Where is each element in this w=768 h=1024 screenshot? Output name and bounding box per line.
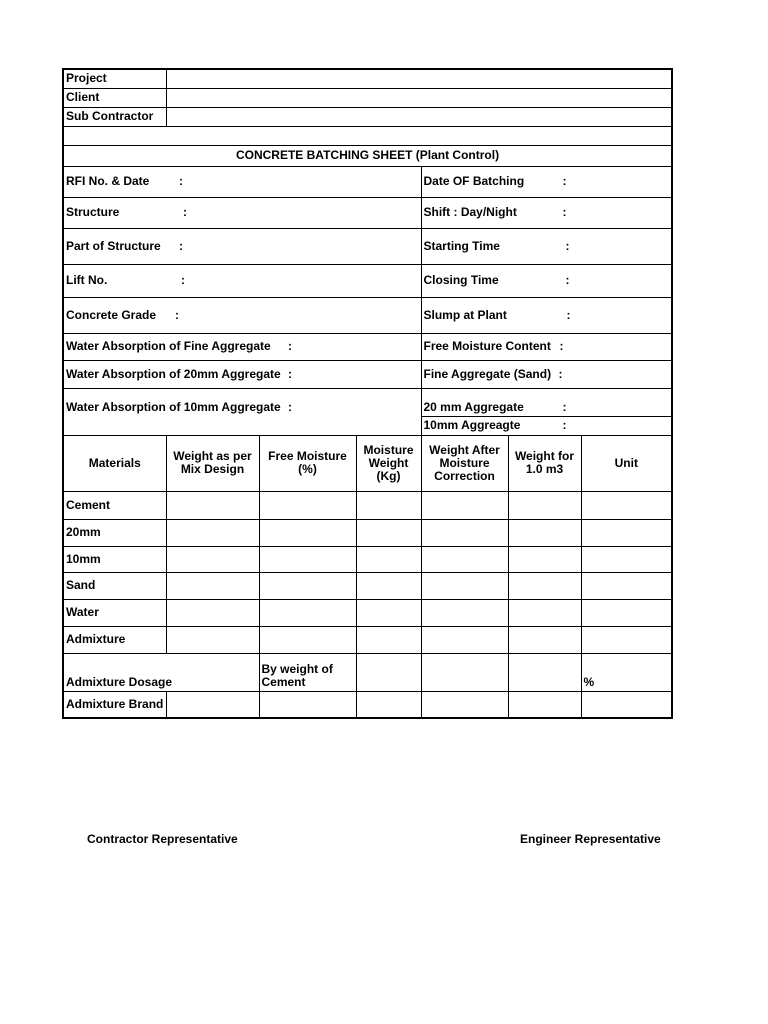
info-right-cell[interactable] — [421, 333, 672, 360]
material-name: Water — [63, 599, 166, 626]
table-cell[interactable] — [259, 691, 356, 718]
table-cell[interactable] — [166, 599, 259, 626]
material-name: Sand — [63, 572, 166, 599]
dosage-row — [63, 653, 672, 691]
table-cell[interactable] — [421, 546, 508, 572]
rfi-label: RFI No. & Date — [66, 174, 150, 188]
info-left-cell[interactable] — [63, 388, 421, 416]
admixture-dosage-label: Admixture Dosage — [63, 653, 166, 691]
colon: : — [288, 366, 292, 381]
col-header-moisture-weight: Moisture Weight (Kg) — [356, 435, 421, 491]
colon: : — [566, 307, 571, 322]
info-right-cell[interactable] — [421, 264, 672, 297]
slump-at-plant-label: Slump at Plant — [423, 307, 507, 322]
20mm-aggregate-label: 20 mm Aggregate — [423, 399, 524, 414]
project-value-cell[interactable] — [166, 69, 672, 88]
info-left-cell[interactable] — [63, 166, 421, 197]
info-row — [63, 416, 672, 435]
starting-time-label: Starting Time — [423, 238, 500, 253]
table-row — [63, 572, 672, 599]
info-right-cell[interactable] — [421, 197, 672, 228]
info-row — [63, 388, 672, 416]
info-row — [63, 360, 672, 388]
colon: : — [183, 205, 187, 219]
table-cell[interactable] — [581, 546, 672, 572]
fine-aggregate-sand-label: Fine Aggregate (Sand) — [423, 366, 552, 381]
part-of-structure-label: Part of Structure — [66, 238, 161, 253]
shift-label: Shift : Day/Night — [423, 205, 517, 219]
col-header-materials: Materials — [63, 435, 166, 491]
colon: : — [558, 366, 563, 381]
table-cell[interactable] — [166, 491, 259, 519]
table-cell[interactable] — [356, 519, 421, 546]
colon: : — [565, 273, 570, 287]
table-cell[interactable] — [166, 653, 259, 691]
table-cell[interactable] — [356, 626, 421, 653]
sheet-title: CONCRETE BATCHING SHEET (Plant Control) — [63, 145, 672, 166]
materials-header-row — [63, 435, 672, 491]
table-cell[interactable] — [508, 691, 581, 718]
colon: : — [562, 418, 567, 432]
water-absorption-10mm-label: Water Absorption of 10mm Aggregate — [66, 400, 281, 414]
client-row — [63, 88, 672, 107]
info-left-cell[interactable] — [63, 416, 421, 435]
colon: : — [179, 174, 183, 188]
table-cell[interactable] — [421, 653, 508, 691]
table-cell[interactable] — [259, 491, 356, 519]
10mm-aggregate-label: 10mm Aggreagte — [423, 418, 521, 432]
table-cell[interactable] — [581, 626, 672, 653]
info-row — [63, 297, 672, 333]
dosage-unit: % — [581, 653, 672, 691]
water-absorption-fine-label: Water Absorption of Fine Aggregate — [66, 339, 271, 353]
free-moisture-content-label: Free Moisture Content — [423, 339, 551, 353]
table-cell[interactable] — [166, 546, 259, 572]
table-cell[interactable] — [356, 572, 421, 599]
sub-contractor-value-cell[interactable] — [166, 107, 672, 126]
table-cell[interactable] — [508, 491, 581, 519]
info-right-cell[interactable] — [421, 360, 672, 388]
structure-label: Structure — [66, 205, 120, 219]
table-cell[interactable] — [356, 599, 421, 626]
table-row — [63, 546, 672, 572]
table-cell[interactable] — [166, 572, 259, 599]
colon: : — [288, 339, 292, 353]
table-cell[interactable] — [259, 599, 356, 626]
info-right-cell[interactable] — [421, 297, 672, 333]
info-right-cell[interactable] — [421, 416, 672, 435]
project-row — [63, 69, 672, 88]
table-row — [63, 626, 672, 653]
table-cell[interactable] — [581, 519, 672, 546]
table-cell[interactable] — [421, 519, 508, 546]
col-header-weight-mix-design: Weight as per Mix Design — [166, 435, 259, 491]
info-left-cell[interactable] — [63, 197, 421, 228]
col-header-weight-after-correction: Weight After Moisture Correction — [421, 435, 508, 491]
table-cell[interactable] — [581, 572, 672, 599]
col-header-weight-1m3: Weight for 1.0 m3 — [508, 435, 581, 491]
info-left-cell[interactable] — [63, 228, 421, 264]
table-cell[interactable] — [166, 519, 259, 546]
table-cell[interactable] — [166, 691, 259, 718]
table-cell[interactable] — [508, 599, 581, 626]
table-cell[interactable] — [356, 546, 421, 572]
colon: : — [175, 307, 179, 322]
table-row — [63, 491, 672, 519]
info-row — [63, 197, 672, 228]
colon: : — [559, 339, 564, 353]
table-cell[interactable] — [421, 626, 508, 653]
table-cell[interactable] — [581, 599, 672, 626]
info-left-cell[interactable] — [63, 297, 421, 333]
colon: : — [179, 238, 183, 253]
table-cell[interactable] — [581, 691, 672, 718]
info-row — [63, 228, 672, 264]
dosage-note: By weight of Cement — [259, 653, 356, 691]
material-name: Admixture — [63, 626, 166, 653]
client-label: Client — [63, 88, 166, 107]
table-cell[interactable] — [508, 626, 581, 653]
table-cell[interactable] — [508, 653, 581, 691]
colon: : — [562, 205, 567, 219]
info-left-cell[interactable] — [63, 333, 421, 360]
sub-contractor-row — [63, 107, 672, 126]
contractor-representative-signature: Contractor Representative — [87, 832, 238, 846]
date-of-batching-label: Date OF Batching — [423, 174, 525, 188]
table-row — [63, 599, 672, 626]
lift-no-label: Lift No. — [66, 273, 108, 287]
col-header-free-moisture: Free Moisture (%) — [259, 435, 356, 491]
info-row — [63, 166, 672, 197]
table-cell[interactable] — [166, 626, 259, 653]
table-cell[interactable] — [581, 491, 672, 519]
engineer-representative-signature: Engineer Representative — [520, 832, 661, 846]
client-value-cell[interactable] — [166, 88, 672, 107]
colon: : — [181, 273, 185, 287]
colon: : — [562, 174, 567, 188]
table-cell[interactable] — [421, 599, 508, 626]
title-row — [63, 145, 672, 166]
table-cell[interactable] — [259, 572, 356, 599]
table-cell[interactable] — [356, 653, 421, 691]
blank-cell — [63, 126, 672, 145]
col-header-unit: Unit — [581, 435, 672, 491]
table-cell[interactable] — [508, 519, 581, 546]
info-left-cell[interactable] — [63, 360, 421, 388]
table-cell[interactable] — [421, 572, 508, 599]
project-label: Project — [63, 69, 166, 88]
colon: : — [565, 238, 570, 253]
water-absorption-20mm-label: Water Absorption of 20mm Aggregate — [66, 366, 281, 381]
table-cell[interactable] — [259, 519, 356, 546]
concrete-grade-label: Concrete Grade — [66, 307, 157, 322]
brand-row — [63, 691, 672, 718]
table-cell[interactable] — [356, 491, 421, 519]
info-left-cell[interactable] — [63, 264, 421, 297]
table-cell[interactable] — [508, 546, 581, 572]
material-name: 10mm — [63, 546, 166, 572]
table-cell[interactable] — [421, 691, 508, 718]
info-row — [63, 333, 672, 360]
table-cell[interactable] — [259, 626, 356, 653]
info-right-cell[interactable] — [421, 228, 672, 264]
table-cell[interactable] — [508, 572, 581, 599]
table-row — [63, 519, 672, 546]
info-row — [63, 264, 672, 297]
table-cell[interactable] — [356, 691, 421, 718]
info-right-cell[interactable] — [421, 388, 672, 416]
table-cell[interactable] — [421, 491, 508, 519]
colon: : — [562, 399, 567, 414]
table-cell[interactable] — [259, 546, 356, 572]
colon: : — [288, 400, 292, 414]
info-right-cell[interactable] — [421, 166, 672, 197]
material-name: Cement — [63, 491, 166, 519]
material-name: 20mm — [63, 519, 166, 546]
closing-time-label: Closing Time — [423, 273, 499, 287]
batching-sheet-table — [62, 68, 673, 719]
sub-contractor-label: Sub Contractor — [63, 107, 166, 126]
blank-row — [63, 126, 672, 145]
admixture-brand-label: Admixture Brand — [63, 691, 166, 718]
